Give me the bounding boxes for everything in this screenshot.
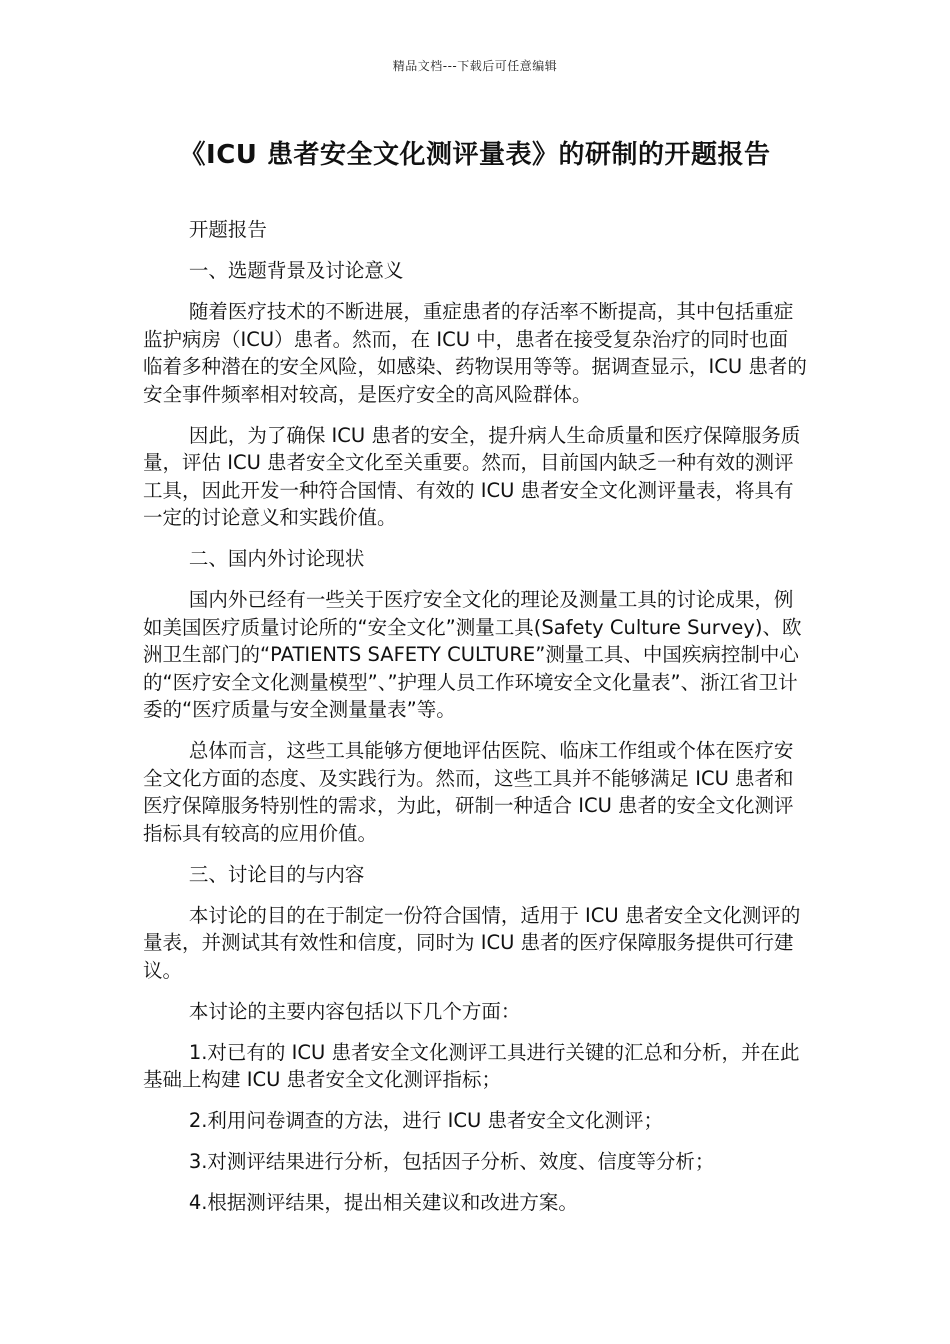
- content-item-2: 2.利用问卷调查的方法，进行 ICU 患者安全文化测评；: [188, 1109, 663, 1132]
- document-title: 《ICU 患者安全文化测评量表》的研制的开题报告: [179, 140, 771, 170]
- content-item-3: 3.对测评结果进行分析，包括因子分析、效度、信度等分析；: [188, 1150, 715, 1173]
- content-item-1: 1.对已有的 ICU 患者安全文化测评工具进行关键的汇总和分析，并在此基础上构建 ICU 患者安全文化测评指标；: [143, 1040, 800, 1091]
- header-note: 精品文档---下载后可任意编辑: [392, 59, 558, 73]
- document-body: [143, 216, 807, 1230]
- section-2-para-1: 国内外已经有一些关于医疗安全文化的理论及测量工具的讨论成果，例如美国医疗质量讨论所的“安全文化”测量工具(Safety Culture Survey)、欧洲卫生部门的“PATIENTS SAFETY CULTURE”测量工具、中国疾病控制中心的“医疗安全文化测量模型”、”护理人员工作环境安全文化量表”、浙江省卫计委的“医疗质量与安全测量量表”等。: [143, 588, 802, 721]
- section-1-para-1: 随着医疗技术的不断进展，重症患者的存活率不断提高，其中包括重症监护病房（ICU）患者。然而，在 ICU 中，患者在接受复杂治疗的同时也面临着多种潜在的安全风险，如感染、药物误用等等。据调查显示，ICU 患者的安全事件频率相对较高，是医疗安全的高风险群体。: [143, 300, 807, 406]
- section-2-para-2: 总体而言，这些工具能够方便地评估医院、临床工作组或个体在医疗安全文化方面的态度、及实践行为。然而，这些工具并不能够满足 ICU 患者和医疗保障服务特别性的需求，为此，研制一种适合 ICU 患者的安全文化测评指标具有较高的应用价值。: [143, 739, 794, 845]
- section-3-para-2: 本讨论的主要内容包括以下几个方面：: [188, 999, 521, 1023]
- section-1-heading: 一、选题背景及讨论意义: [188, 259, 404, 282]
- section-2-heading: 二、国内外讨论现状: [188, 547, 365, 570]
- content-item-4: 4.根据测评结果，提出相关建议和改进方案。: [188, 1191, 578, 1214]
- section-3-heading: 三、讨论目的与内容: [188, 862, 365, 886]
- section-1-para-2: 因此，为了确保 ICU 患者的安全，提升病人生命质量和医疗保障服务质量，评估 ICU 患者安全文化至关重要。然而，目前国内缺乏一种有效的测评工具，因此开发一种符合国情、有效的 ICU 患者安全文化测评量表，将具有一定的讨论意义和实践价值。: [143, 423, 801, 529]
- label-report: 开题报告: [188, 218, 267, 241]
- section-3-para-1: 本讨论的目的在于制定一份符合国情，适用于 ICU 患者安全文化测评的量表，并测试其有效性和信度，同时为 ICU 患者的医疗保障服务提供可行建议。: [143, 903, 801, 982]
